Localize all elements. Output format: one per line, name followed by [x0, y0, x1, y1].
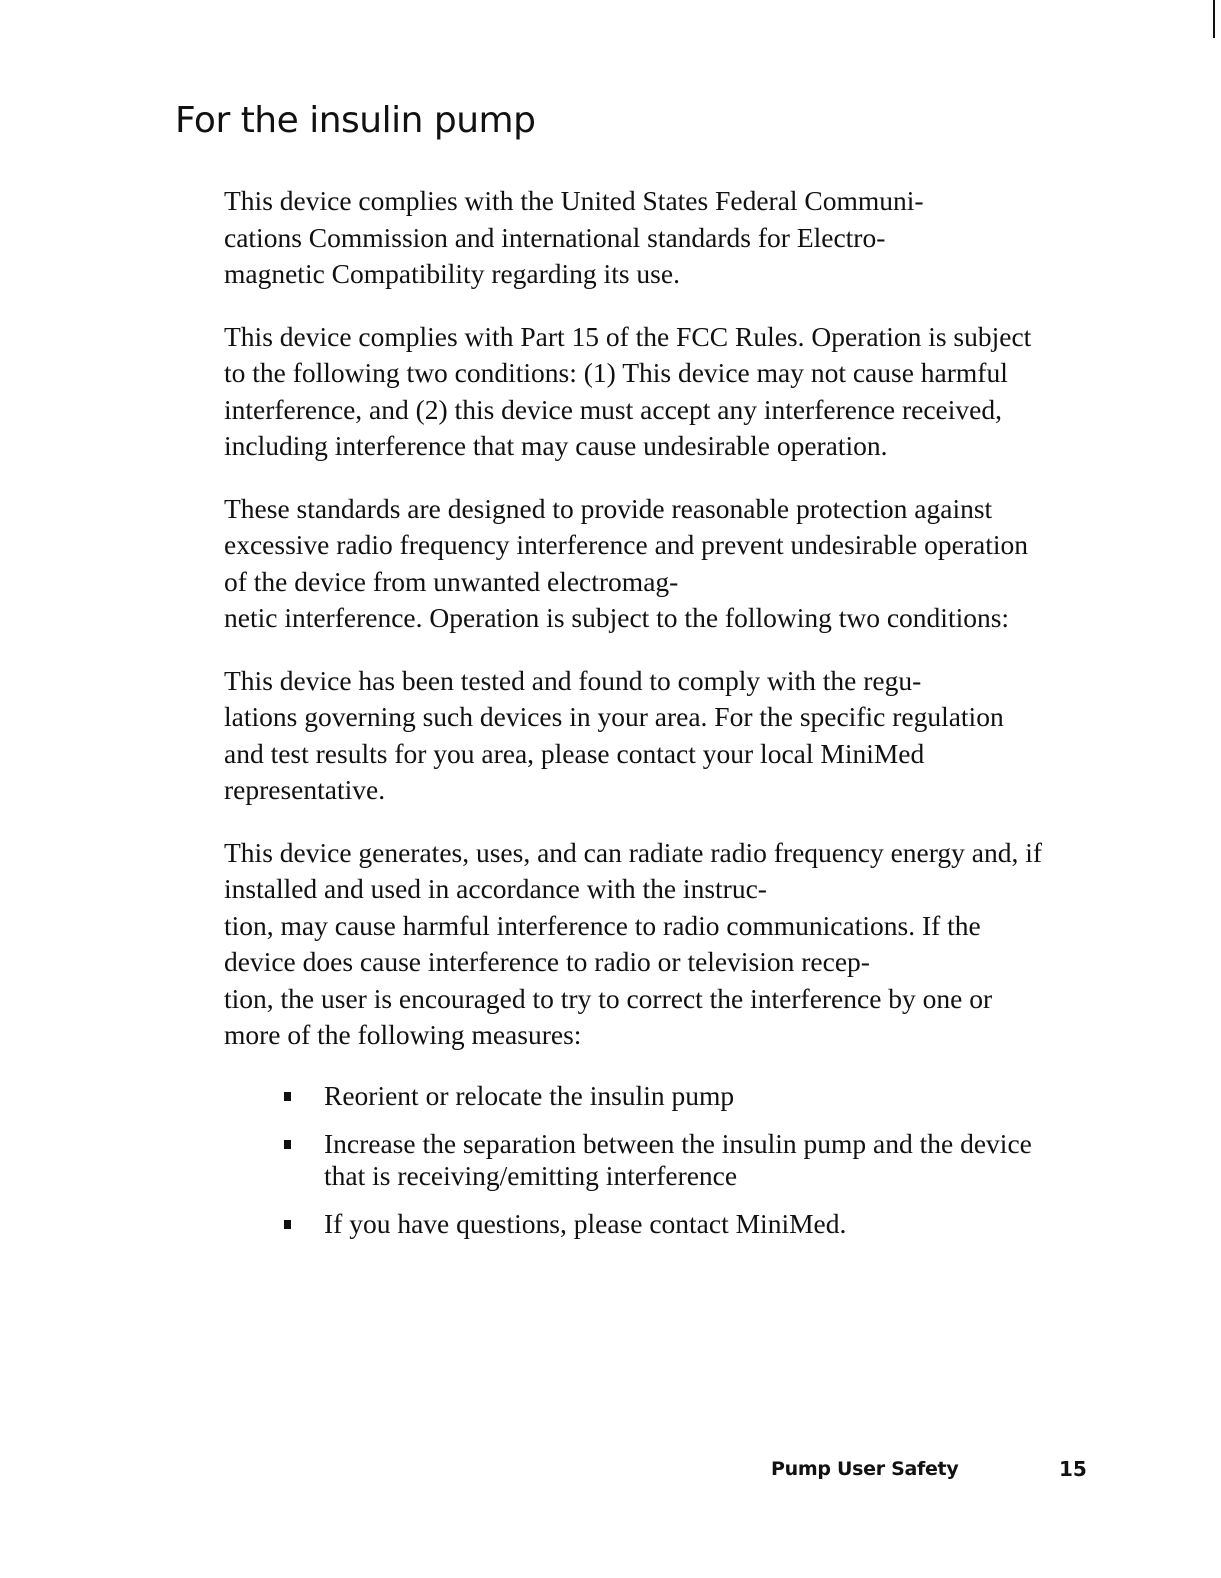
- page-edge-rule: [1213, 0, 1215, 38]
- paragraph-standards: These standards are designed to provide reasonable protection against excessive radio frequency interference and prevent undesirable operation of the device from unwanted electromag- netic interference. Operation is subject to the following two conditions:: [224, 492, 1028, 633]
- list-item: [284, 1080, 1044, 1112]
- list-item: [284, 1208, 1044, 1240]
- section-heading: For the insulin pump: [175, 100, 536, 141]
- list-item-text: Reorient or relocate the insulin pump: [324, 1079, 735, 1111]
- list-item-text: Increase the separation between the insulin pump and the device that is receiving/emitting interference: [324, 1127, 1032, 1191]
- page-number: 15: [1059, 1457, 1087, 1481]
- body-text: [224, 183, 1044, 1256]
- paragraph-tested: This device has been tested and found to comply with the regu- lations governing such devices in your area. For the specific regulation and test results for you area, please contact your local MiniMed representative.: [224, 664, 1004, 805]
- paragraph-radio-energy: This device generates, uses, and can radiate radio frequency energy and, if installed and used in accordance with the instruc- tion, may cause harmful interference to radio communications. If the device does cause interference to radio or television recep- tion, the user is encouraged to try to correct the interference by one or more of the following measures:: [224, 836, 1043, 1050]
- list-item-text: If you have questions, please contact MiniMed.: [324, 1207, 847, 1239]
- measures-list: [224, 1080, 1044, 1240]
- list-item: [284, 1128, 1044, 1192]
- square-bullet-icon: [284, 1140, 291, 1149]
- square-bullet-icon: [284, 1220, 291, 1229]
- paragraph-fcc-part15: This device complies with Part 15 of the FCC Rules. Operation is subject to the following two conditions: (1) This device may not cause harmful interference, and (2) this device must accept any interference received, including interference that may cause undesirable operation.: [224, 320, 1032, 461]
- square-bullet-icon: [284, 1092, 291, 1101]
- paragraph-emc-compliance: This device complies with the United States Federal Communi- cations Commission and international standards for Electro- magnetic Compatibility regarding its use.: [224, 185, 924, 289]
- running-footer-title: Pump User Safety: [771, 1458, 959, 1480]
